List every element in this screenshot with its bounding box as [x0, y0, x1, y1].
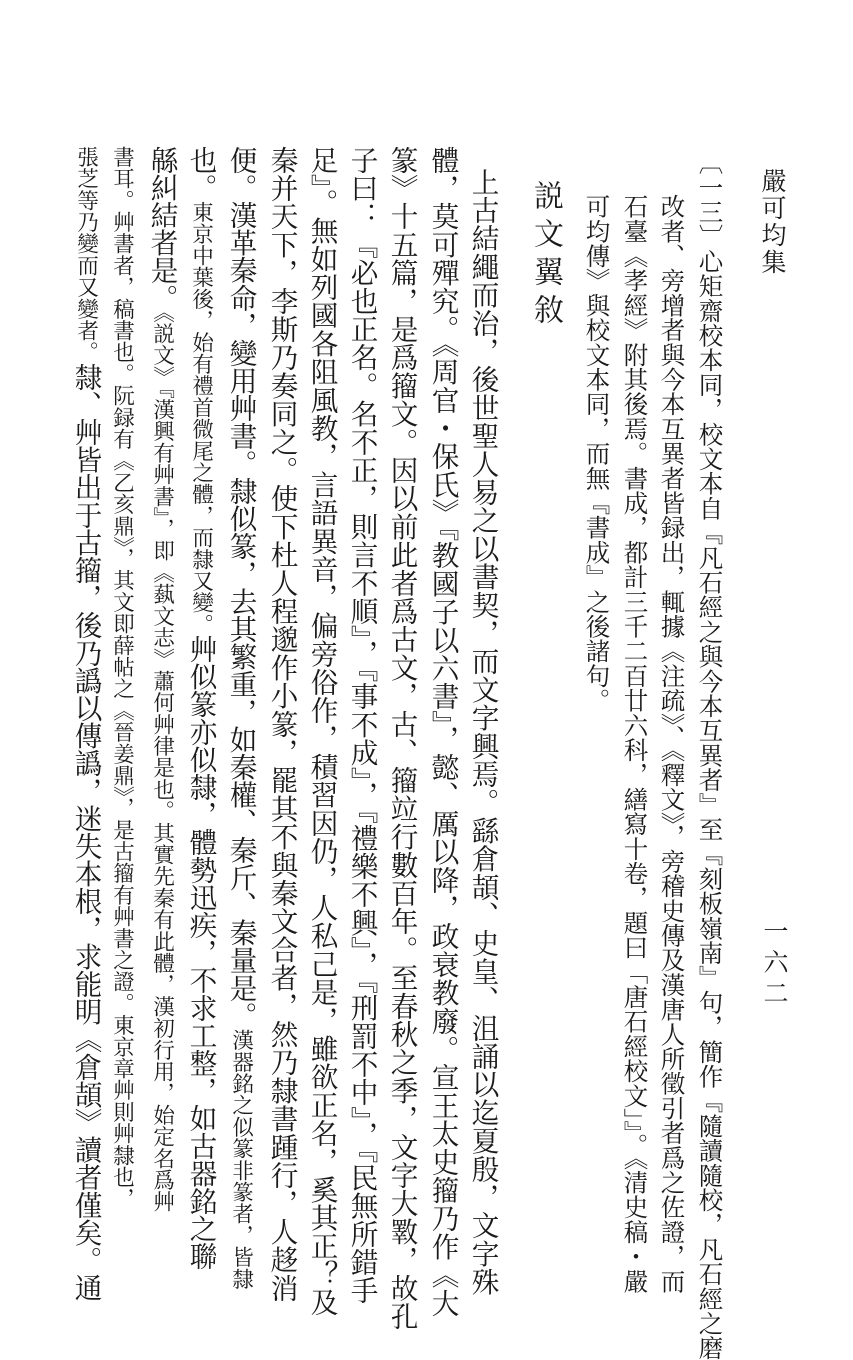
essay-title: 説文翼敘 — [528, 180, 563, 332]
essay-line-11 — [69, 146, 103, 1302]
essay-line-8 — [184, 146, 218, 1271]
essay-line-10-note: 書耳。艸書者，稿書也。阮録有《乙亥鼎》，其文即薛帖之《晉姜鼎》，是古籀有艸書之證。東京章艸則艸隸也， — [109, 146, 135, 1210]
essay-line-11-text: 隸、艸皆出于古籀，後乃譌以傳譌，迷失本根，求能明《倉頡》讀者僅矣。通 — [69, 363, 103, 1302]
essay-line-9-note: 《説文》『漢興有艸書』，即《蓺文志》蕭何艸律是也。其實先秦有此體，漢初行用，始定名爲艸 — [149, 311, 175, 1213]
essay-line-9 — [145, 146, 179, 1213]
note-line-2: 改者、旁增者與今本互異者皆録出，輒據《注疏》、《釋文》，旁稽史傳及漢唐人所徵引者爲之佐證，而 — [657, 194, 687, 1294]
essay-line-1: 上古結繩而治，後世聖人易之以書契，而文字興焉。繇倉頡、史皇、沮誦以迄夏殷，文字殊 — [466, 168, 500, 1296]
essay-line-10 — [111, 146, 133, 1210]
essay-line-6: 秦并天下，李斯乃奏同之。使下杜人程邈作小篆，罷其不與秦文合者，然乃隸書踵行，人趍消 — [265, 146, 299, 1303]
essay-line-8-text: 也。 — [184, 146, 218, 202]
essay-line-11-note: 張芝等乃變而又變者。 — [73, 146, 99, 363]
essay-line-7-text: 便。漢革秦命，變用艸書。隸似篆，去其繁重，如秦權、秦斤、秦量是。 — [224, 146, 258, 1030]
essay-line-8-text-2: 艸似篆亦似隸，體勢迅疾，不求工整，如古器銘之聯 — [184, 635, 218, 1271]
essay-line-4: 子曰：『必也正名。名不正，則言不順』，『事不成』，『禮樂不興』，『刑罰不中』，『民無所錯手 — [345, 146, 379, 1305]
note-line-3: 石臺《孝經》附其後焉。書成，都計三千二百廿六科，繕寫十卷，題曰「唐石經校文」』。《清史稿・嚴 — [620, 194, 650, 1294]
essay-line-5: 足』。無如列國各阻風教，言語異音，偏旁俗作，積習因仍，人私己是，雖欲正名，奚其正？及 — [305, 146, 339, 1317]
essay-line-9-text: 緜糾結者是。 — [145, 146, 179, 312]
essay-line-8-note: 東京中葉後，始有禮首微尾之體，而隸又變。 — [188, 201, 214, 636]
essay-line-3: 篆》十五篇，是爲籀文。因以前此者爲古文，古、籀竝行數百年。至春秋之季，文字大斁，故孔 — [385, 146, 419, 1331]
book-title-header: 嚴可均集 — [758, 168, 787, 276]
essay-line-7 — [224, 146, 258, 1290]
note-line-4: 可均傳》與校文本同，而無『書成』之後諸句。 — [582, 194, 612, 713]
essay-line-7-note: 漢器銘之似篆非篆者，皆隸 — [228, 1029, 254, 1290]
note-line-1: 〔一三〕心矩齋校本同，校文本自『凡石經之與今本互異者』至『刻板嶺南』句，簡作『隨讀隨校，凡石經之磨 — [695, 150, 725, 1360]
page-number: 一六二 — [760, 918, 789, 1011]
essay-line-2: 體，莫可殫究。《周官・保氏》『教國子以六書』，懿、厲以降，政衰教廢。宣王太史籀乃作《大 — [426, 146, 460, 1318]
